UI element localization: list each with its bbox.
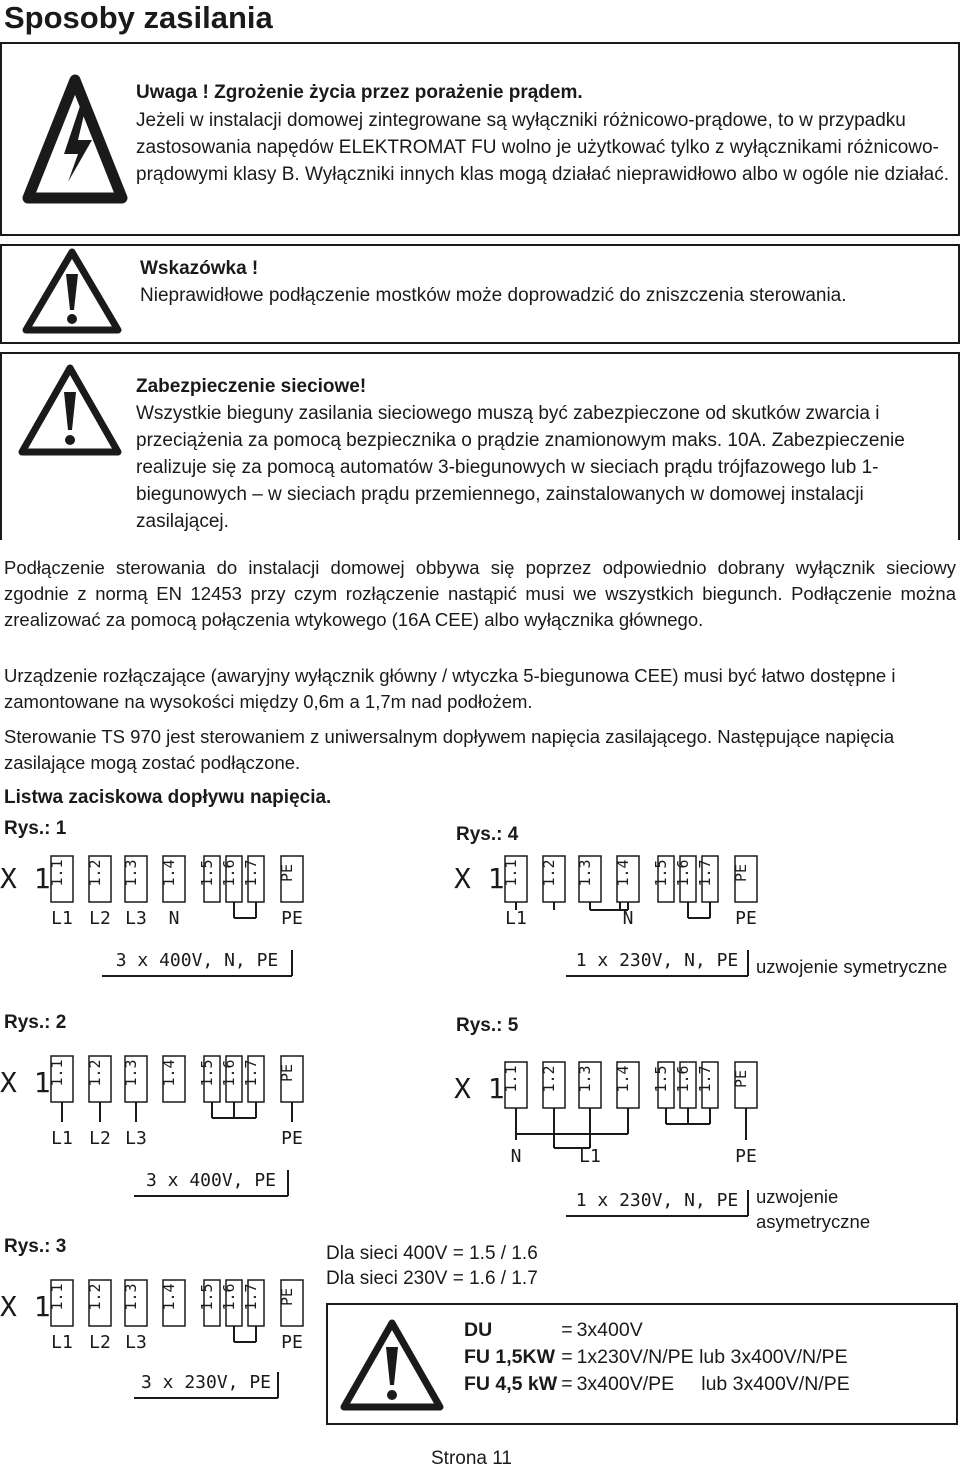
warning-box-fuse [0,352,960,540]
terminal-label: 1.6 [674,859,692,887]
supply-line-label: N [510,1146,522,1167]
terminal-label: 1.1 [48,1059,66,1087]
terminal-label: 1.4 [160,1059,178,1087]
supply-line-label: PE [281,908,303,929]
supply-line-label: PE [735,908,757,929]
terminal-label: 1.5 [198,1283,216,1311]
terminal-label: 1.6 [220,859,238,887]
paragraph-supply-voltage: Sterowanie TS 970 jest sterowaniem z uniwersalnym dopływem napięcia zasilającego. Następujące napięcia zasilające mogą zostać podłączone. [4,726,895,773]
terminal-strip-label: X 1 [0,1290,51,1323]
supply-line-label: L3 [125,1128,147,1149]
terminal-label: 1.2 [86,1283,104,1311]
terminal-label: PE [278,1287,296,1307]
warning-text: Wszystkie bieguny zasilania sieciowego muszą być zabezpieczone od skutków zwarcia i przeciążenia za pomocą bezpiecznika o prądzie znamionowym maks. 10A. Zabezpieczenie realizuje się za pomocą automatów 3-biegunowych w sieciach prądu trójfazowego lub 1-biegunowych – w sieciach prądu przemiennego, zainstalowanych w domowej instalacji zasilającej. [136,403,905,532]
terminal-label: 1.4 [160,1283,178,1311]
terminal-label: 1.3 [122,1059,140,1087]
spec-model: FU 4,5 kW [464,1373,558,1395]
terminal-label: 1.2 [86,1059,104,1087]
page-number: Strona 11 [431,1448,512,1469]
supply-line-label: L1 [505,908,527,929]
supply-line-label: L3 [125,908,147,929]
terminal-label: PE [732,1069,750,1089]
terminal-label: 1.5 [652,859,670,887]
supply-voltage-label: 1 x 230V, N, PE [575,950,739,971]
supply-line-label: L1 [51,1128,73,1149]
spec-row [462,1344,852,1371]
terminal-label: 1.7 [696,1065,714,1093]
supply-line-label: L2 [89,1332,111,1353]
network-note-230v: Dla sieci 230V = 1.6 / 1.7 [326,1268,538,1289]
terminal-label: 1.1 [502,1065,520,1093]
paragraph-mains-connection: Podłączenie sterowania do instalacji domowej obbywa się poprzez odpowiednio dobrany wyłącznik sieciowy zgodnie z normą EN 12453 przy czym rozłączenie nastąpić musi we wszystkich biegunch. Podłączenie można zrealizować za pomocą połączenia wtykowego (16A CEE) albo wyłącznika głównego. [4,557,956,630]
supply-line-label: L1 [51,1332,73,1353]
figure-label: Rys.: 1 [4,818,67,839]
supply-line-label: L2 [89,1128,111,1149]
terminal-label: 1.7 [696,859,714,887]
spec-model: DU [464,1319,493,1341]
terminal-label: 1.7 [242,1059,260,1087]
figure-label: Rys.: 5 [456,1015,519,1036]
terminal-label: 1.5 [652,1065,670,1093]
terminal-label: 1.7 [242,1283,260,1311]
supply-line-label: L3 [125,1332,147,1353]
terminal-label: 1.4 [614,859,632,887]
terminal-label: 1.4 [160,859,178,887]
warning-heading: Uwaga ! Zgrożenie życia przez porażenie prądem. [136,82,583,103]
terminal-label: 1.3 [122,1283,140,1311]
terminal-label: 1.7 [242,859,260,887]
warning-box-bridges [0,244,960,344]
terminal-label: 1.2 [540,1065,558,1093]
supply-line-label: N [168,908,180,929]
terminal-label: 1.4 [614,1065,632,1093]
spec-eq: = [561,1373,573,1395]
terminal-strip-label: X 1 [454,862,505,895]
terminal-label: 1.2 [540,859,558,887]
winding-note-symmetric: uzwojenie symetryczne [756,956,948,977]
supply-line-label: N [622,908,634,929]
supply-voltage-label: 3 x 230V, PE [140,1372,272,1393]
terminal-label: 1.6 [220,1059,238,1087]
terminal-label: PE [732,863,750,883]
terminal-label: 1.6 [220,1283,238,1311]
terminal-label: PE [278,863,296,883]
terminal-strip-label: X 1 [454,1072,505,1105]
supply-line-label: L2 [89,908,111,929]
supply-voltage-label: 3 x 400V, N, PE [115,950,279,971]
terminal-label: 1.1 [502,859,520,887]
terminal-label: 1.5 [198,1059,216,1087]
terminal-label: 1.1 [48,1283,66,1311]
figure-label: Rys.: 2 [4,1012,67,1033]
exclamation-warning-icon [18,364,122,456]
terminal-label: 1.1 [48,859,66,887]
warning-heading: Wskazówka ! [140,258,259,279]
terminal-strip-label: X 1 [0,862,51,895]
model-spec-table [462,1317,852,1398]
warning-heading: Zabezpieczenie sieciowe! [136,376,367,397]
network-note-400v: Dla sieci 400V = 1.5 / 1.6 [326,1243,538,1264]
terminal-label: 1.5 [198,859,216,887]
spec-value: 1x230V/N/PE lub 3x400V/N/PE [576,1346,848,1368]
supply-line-label: L1 [51,908,73,929]
figure-label: Rys.: 4 [456,824,519,845]
warning-box-shock [0,44,960,236]
terminal-label: 1.3 [122,859,140,887]
winding-note-asymmetric: uzwojenie asymetryczne [756,1186,871,1232]
supply-line-label: PE [735,1146,757,1167]
spec-value: 3x400V/PE lub 3x400V/N/PE [576,1373,850,1395]
warning-text: Jeżeli w instalacji domowej zintegrowane są wyłączniki różnicowo-prądowe, to w przypadku zastosowania napędów ELEKTROMAT FU wolno je użytkować tylko z wyłącznikami różnicowo-prądowymi klasy B. Wyłączniki innych klas mogą działać nieprawidłowo albo w ogóle nie działać. [136,110,949,185]
spec-model: FU 1,5KW [464,1346,556,1368]
paragraph-disconnect-device: Urządzenie rozłączające (awaryjny wyłącznik główny / wtyczka 5-biegunowa CEE) musi być łatwo dostępne i zamontowane na wysokości między 0,6m a 1,7m nad podłożem. [4,665,896,712]
electric-shock-warning-icon [22,74,128,204]
terminal-label: 1.3 [576,859,594,887]
supply-line-label: L1 [579,1146,601,1167]
terminal-label: PE [278,1063,296,1083]
terminal-label: 1.3 [576,1065,594,1093]
supply-line-label: PE [281,1332,303,1353]
supply-voltage-label: 1 x 230V, N, PE [575,1190,739,1211]
supply-voltage-label: 3 x 400V, PE [145,1170,277,1191]
warning-text: Nieprawidłowe podłączenie mostków może doprowadzić do zniszczenia sterowania. [140,285,847,306]
exclamation-warning-icon [22,248,122,334]
section-heading: Listwa zaciskowa dopływu napięcia. [4,787,332,808]
terminal-label: 1.6 [674,1065,692,1093]
spec-row [462,1317,852,1344]
spec-value: 3x400V [576,1319,643,1341]
spec-eq: = [561,1346,573,1368]
supply-line-label: PE [281,1128,303,1149]
terminal-label: 1.2 [86,859,104,887]
terminal-strip-label: X 1 [0,1066,51,1099]
model-spec-box [326,1303,958,1425]
exclamation-warning-icon [340,1319,444,1411]
page-title: Sposoby zasilania [4,0,273,35]
spec-eq: = [561,1319,573,1341]
spec-row [462,1371,852,1398]
figure-label: Rys.: 3 [4,1236,67,1257]
